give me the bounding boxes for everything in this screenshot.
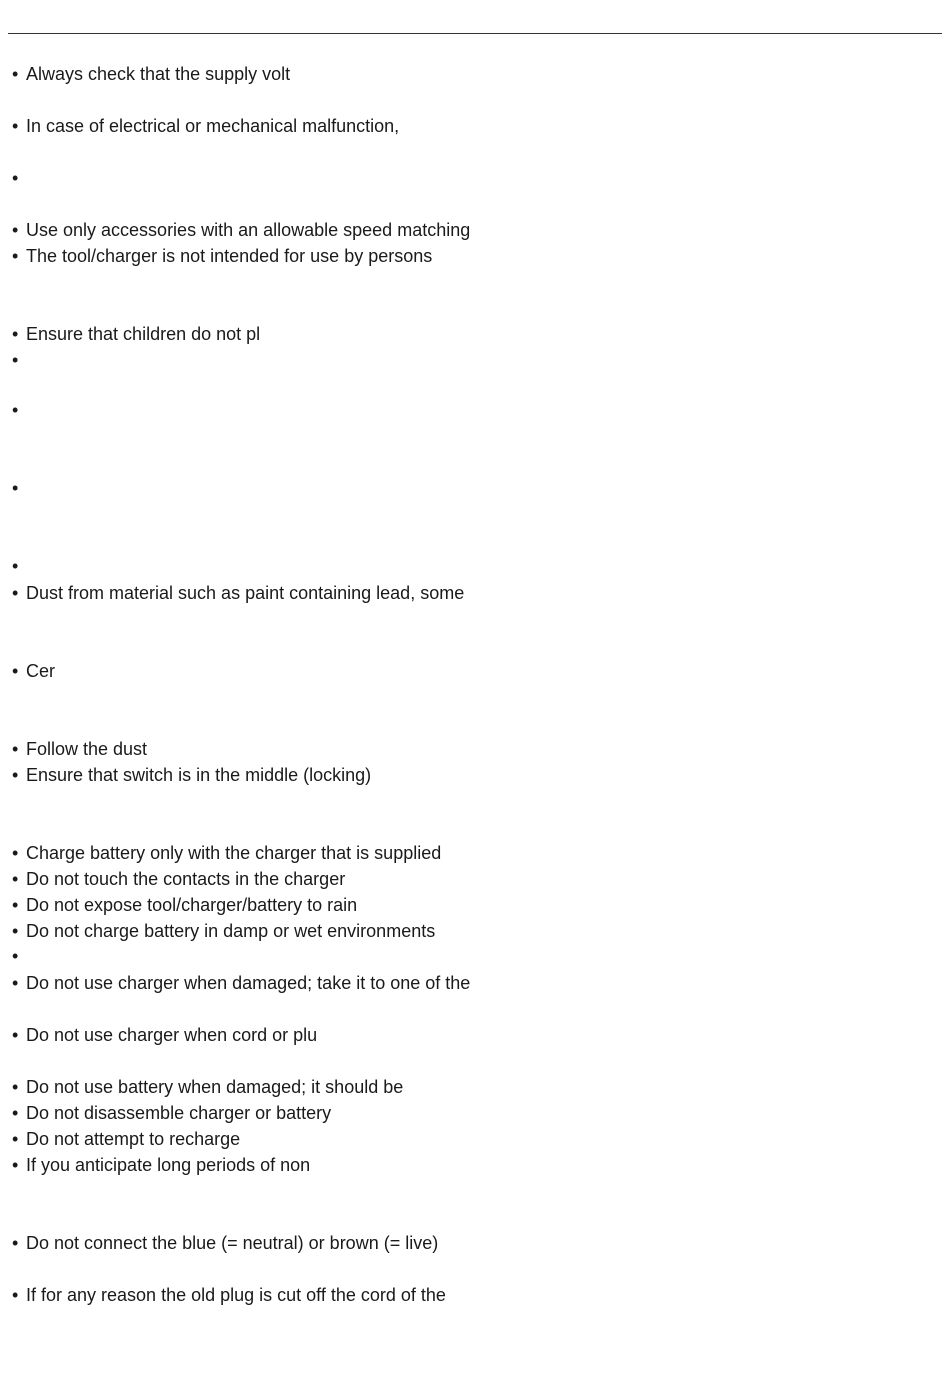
bullet: • xyxy=(12,946,19,966)
bullet: • xyxy=(12,324,19,344)
bullet: • xyxy=(12,1077,19,1097)
list-item-text: Cer xyxy=(26,661,56,681)
list-item-text: Do not disassemble charger or battery xyxy=(26,1103,332,1123)
list-item xyxy=(12,1154,310,1176)
bullet: • xyxy=(12,1155,19,1175)
bullet: • xyxy=(12,1233,19,1253)
bullet: • xyxy=(12,64,19,84)
list-item-text: Do not charge battery in damp or wet environments xyxy=(26,921,436,941)
list-item-text: Do not touch the contacts in the charger xyxy=(26,869,346,889)
list-item xyxy=(12,477,26,499)
bullet: • xyxy=(12,1103,19,1123)
list-item xyxy=(12,868,345,890)
list-item-text: Ensure that switch is in the middle (locking) xyxy=(26,765,372,785)
list-item xyxy=(12,1128,240,1150)
list-item xyxy=(12,219,470,241)
list-item xyxy=(12,582,464,604)
list-item xyxy=(12,842,441,864)
bullet: • xyxy=(12,739,19,759)
list-item-text: Follow the dust xyxy=(26,739,148,759)
list-item xyxy=(12,972,470,994)
bullet: • xyxy=(12,1285,19,1305)
bullet: • xyxy=(12,168,19,188)
list-item xyxy=(12,1076,403,1098)
bullet: • xyxy=(12,220,19,240)
list-item xyxy=(12,399,26,421)
bullet: • xyxy=(12,869,19,889)
bullet: • xyxy=(12,1025,19,1045)
bullet: • xyxy=(12,661,19,681)
list-item xyxy=(12,323,260,345)
list-item xyxy=(12,555,26,577)
list-item xyxy=(12,1284,446,1306)
list-item-text: Do not use charger when cord or plu xyxy=(26,1025,318,1045)
bullet: • xyxy=(12,843,19,863)
bullet: • xyxy=(12,478,19,498)
top-rule xyxy=(8,33,942,34)
list-item-text: If you anticipate long periods of non xyxy=(26,1155,311,1175)
bullet: • xyxy=(12,400,19,420)
list-item-text: Do not use battery when damaged; it should be xyxy=(26,1077,404,1097)
list-item xyxy=(12,894,357,916)
list-item xyxy=(12,349,26,371)
list-item-text: Do not connect the blue (= neutral) or brown (= live) xyxy=(26,1233,439,1253)
list-item-text: Do not use charger when damaged; take it to one of the xyxy=(26,973,471,993)
bullet: • xyxy=(12,1129,19,1149)
list-item-text: Charge battery only with the charger that is supplied xyxy=(26,843,442,863)
list-item xyxy=(12,1232,438,1254)
list-item-text: Dust from material such as paint containing lead, some xyxy=(26,583,465,603)
bullet: • xyxy=(12,350,19,370)
list-item-text: Use only accessories with an allowable speed matching xyxy=(26,220,471,240)
list-item xyxy=(12,738,147,760)
bullet: • xyxy=(12,583,19,603)
list-item xyxy=(12,660,55,682)
bullet: • xyxy=(12,556,19,576)
list-item xyxy=(12,245,432,267)
bullet: • xyxy=(12,895,19,915)
bullet: • xyxy=(12,765,19,785)
list-item-text: Do not attempt to recharge xyxy=(26,1129,241,1149)
list-item-text: The tool/charger is not intended for use by persons xyxy=(26,246,433,266)
list-item xyxy=(12,1102,331,1124)
list-item-text: Ensure that children do not pl xyxy=(26,324,261,344)
list-item xyxy=(12,764,371,786)
list-item xyxy=(12,920,435,942)
bullet: • xyxy=(12,921,19,941)
list-item xyxy=(12,115,399,137)
bullet: • xyxy=(12,246,19,266)
bullet: • xyxy=(12,973,19,993)
list-item xyxy=(12,945,26,967)
list-item-text: In case of electrical or mechanical malfunction, xyxy=(26,116,400,136)
list-item-text: If for any reason the old plug is cut off the cord of the xyxy=(26,1285,446,1305)
list-item xyxy=(12,167,26,189)
list-item-text: Do not expose tool/charger/battery to rain xyxy=(26,895,358,915)
bullet: • xyxy=(12,116,19,136)
list-item xyxy=(12,1024,317,1046)
list-item xyxy=(12,63,290,85)
list-item-text: Always check that the supply volt xyxy=(26,64,291,84)
